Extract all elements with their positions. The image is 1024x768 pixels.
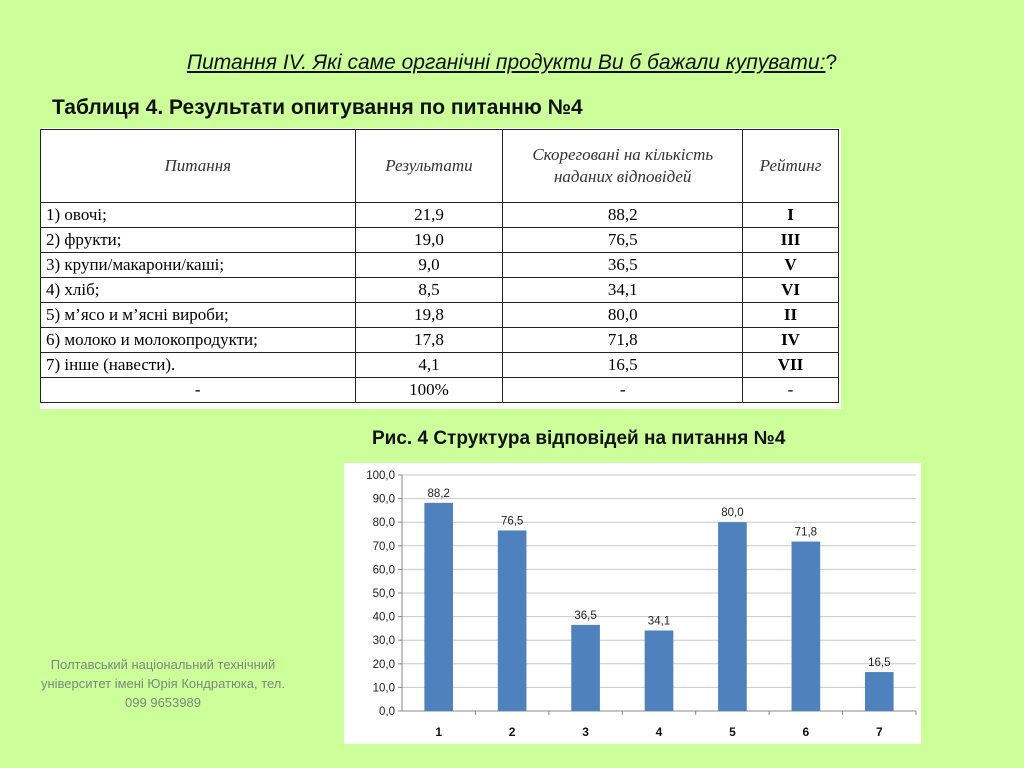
y-tick-label: 0,0 — [379, 706, 395, 718]
data-label: 76,5 — [500, 515, 524, 528]
x-tick-label: 5 — [729, 725, 736, 739]
question-text: Питання IV. Які саме органічні продукти Ви б бажали купувати: — [186, 51, 826, 74]
cell-rank: I — [743, 203, 839, 228]
y-tick-label: 90,0 — [372, 493, 395, 506]
cell-item: 1) овочі; — [41, 203, 356, 228]
cell-result: 9,0 — [355, 253, 503, 278]
cell-result: 100% — [355, 378, 503, 403]
cell-rank: V — [743, 253, 839, 278]
footer-line: університет імені Юрія Кондратюка, тел. — [40, 676, 286, 691]
cell-item: 3) крупи/макарони/каші; — [41, 253, 356, 278]
column-header: Питання — [41, 130, 356, 203]
chart-title: Рис. 4 Структура відповідей на питання №4 — [372, 428, 786, 449]
cell-result: 19,0 — [355, 228, 503, 253]
footer-line: Полтавський національний технічний — [50, 657, 276, 672]
y-tick-label: 10,0 — [372, 682, 395, 695]
cell-result: 21,9 — [355, 203, 503, 228]
results-table — [40, 129, 839, 403]
x-tick-label: 7 — [875, 725, 883, 739]
cell-item: 6) молоко и молокопродукти; — [41, 328, 356, 353]
x-tick-label: 3 — [582, 725, 589, 739]
cell-adjusted: 34,1 — [503, 278, 743, 303]
bar-chart — [344, 463, 921, 744]
cell-rank: II — [743, 303, 839, 328]
bar — [865, 672, 894, 711]
table-row — [41, 353, 839, 378]
data-label: 36,5 — [574, 609, 597, 622]
x-tick-label: 4 — [655, 725, 663, 739]
x-tick-label: 2 — [508, 725, 516, 739]
cell-rank: VII — [743, 353, 839, 378]
bar — [424, 503, 453, 711]
question-suffix: ? — [825, 51, 838, 74]
y-tick-label: 40,0 — [372, 611, 395, 624]
cell-result: 17,8 — [355, 328, 503, 353]
bar — [498, 530, 527, 711]
y-tick-label: 70,0 — [372, 540, 395, 553]
cell-result: 8,5 — [355, 278, 503, 303]
data-label: 16,5 — [868, 657, 891, 670]
table-row — [41, 253, 839, 278]
bar — [571, 625, 600, 711]
bar — [792, 542, 821, 711]
cell-adjusted: 76,5 — [503, 228, 743, 253]
column-header: Рейтинг — [743, 130, 839, 203]
y-tick-label: 100,0 — [366, 470, 395, 482]
column-header: Скореговані на кількість наданих відповідей — [503, 130, 743, 203]
data-label: 34,1 — [647, 615, 671, 628]
y-tick-label: 60,0 — [372, 564, 395, 577]
table-row — [41, 278, 839, 303]
table-title: Таблиця 4. Результати опитування по питанню №4 — [52, 96, 583, 119]
table-row-total — [41, 378, 839, 403]
y-tick-label: 80,0 — [372, 517, 395, 530]
cell-rank: - — [743, 378, 839, 403]
column-header: Результати — [355, 130, 503, 203]
x-tick-label: 1 — [435, 725, 443, 739]
table-row — [41, 203, 839, 228]
chart-panel — [344, 463, 921, 744]
bar — [645, 631, 674, 711]
table-header-row — [41, 130, 839, 203]
footer-contact — [10, 655, 316, 712]
y-tick-label: 50,0 — [372, 588, 395, 600]
cell-adjusted: 88,2 — [503, 203, 743, 228]
cell-rank: VI — [743, 278, 839, 303]
cell-result: 4,1 — [355, 353, 503, 378]
cell-result: 19,8 — [355, 303, 503, 328]
cell-item: 2) фрукти; — [41, 228, 356, 253]
x-tick-label: 6 — [802, 725, 810, 739]
table-row — [41, 303, 839, 328]
y-tick-label: 30,0 — [372, 635, 395, 648]
cell-item: 4) хліб; — [41, 278, 356, 303]
data-label: 80,0 — [721, 507, 744, 520]
cell-adjusted: 80,0 — [503, 303, 743, 328]
question-heading — [0, 51, 1024, 75]
footer-line: 099 9653989 — [125, 695, 201, 710]
cell-adjusted: 16,5 — [503, 353, 743, 378]
cell-rank: IV — [743, 328, 839, 353]
cell-rank: III — [743, 228, 839, 253]
bar — [718, 522, 747, 711]
cell-adjusted: 36,5 — [503, 253, 743, 278]
cell-item: 5) м’ясо и м’ясні вироби; — [41, 303, 356, 328]
cell-item: - — [41, 378, 356, 403]
cell-item: 7) інше (навести). — [41, 353, 356, 378]
cell-adjusted: - — [503, 378, 743, 403]
data-label: 88,2 — [427, 487, 450, 500]
results-table-panel — [40, 128, 841, 409]
table-row — [41, 328, 839, 353]
table-row — [41, 228, 839, 253]
data-label: 71,8 — [794, 526, 818, 539]
y-tick-label: 20,0 — [372, 658, 395, 671]
cell-adjusted: 71,8 — [503, 328, 743, 353]
